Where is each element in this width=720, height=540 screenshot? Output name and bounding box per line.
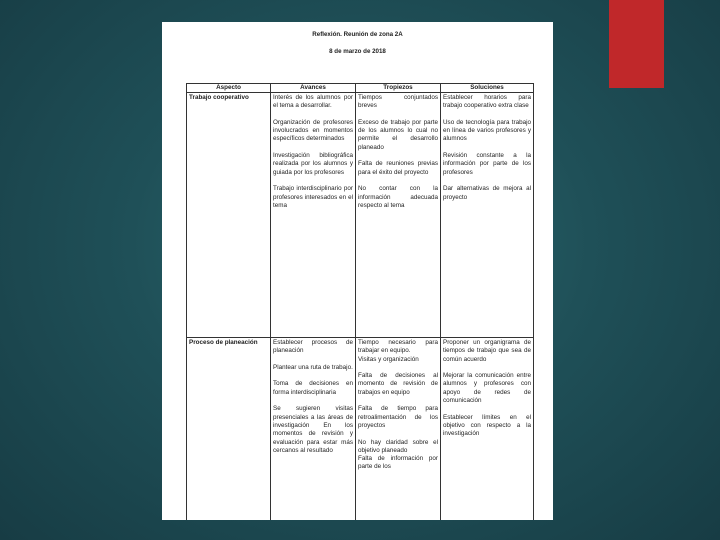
tropiezos-cell	[356, 338, 441, 521]
table-row	[187, 93, 534, 338]
cell-paragraph: Falta de decisiones al momento de revisión de trabajos en equipo	[358, 372, 438, 396]
cell-paragraph: Tiempos conjuntados breves	[358, 94, 438, 110]
cell-paragraph: Trabajo interdisciplinario por profesores interesados en el tema	[273, 185, 353, 209]
header-aspecto: Aspecto	[187, 84, 271, 93]
cell-paragraph: No contar con la información adecuada respecto al tema	[358, 185, 438, 209]
cell-paragraph: Se sugieren visitas presenciales a las áreas de investigación En los momentos de revisión y evaluación para estar más cercanos al resultado	[273, 405, 353, 454]
red-accent-bar	[609, 0, 664, 88]
cell-paragraph: Proponer un organigrama de tiempos de trabajo que sea de común acuerdo	[443, 339, 531, 363]
header-soluciones: Soluciones	[441, 84, 534, 93]
cell-paragraph: Organización de profesores involucrados en momentos específicos determinados	[273, 118, 353, 143]
avances-cell	[271, 338, 356, 521]
cell-paragraph: Investigación bibliográfica realizada por los alumnos y guiada por los profesores	[273, 152, 353, 176]
document-title: Reflexión. Reunión de zona 2A	[312, 31, 403, 38]
reflection-table	[186, 83, 534, 520]
cell-paragraph: Establecer procesos de planeación	[273, 339, 353, 355]
cell-paragraph: Revisión constante a la información por parte de los profesores	[443, 152, 531, 176]
table-header-row	[187, 84, 534, 93]
cell-paragraph: Plantear una ruta de trabajo.	[273, 363, 353, 371]
cell-paragraph: Falta de reuniones previas para el éxito del proyecto	[358, 160, 438, 176]
avances-cell	[271, 93, 356, 338]
cell-paragraph: Uso de tecnología para trabajo en línea de varios profesores y alumnos	[443, 118, 531, 143]
table-row	[187, 338, 534, 521]
aspect-cell: Proceso de planeación	[187, 338, 271, 521]
document-page	[162, 22, 553, 520]
cell-paragraph: Falta de tiempo para retroalimentación de los proyectos	[358, 405, 438, 429]
document-date: 8 de marzo de 2018	[329, 48, 386, 55]
cell-paragraph: No hay claridad sobre el objetivo planeado Falta de información por parte de los	[358, 438, 438, 471]
cell-paragraph: Dar alternativas de mejora al proyecto	[443, 185, 531, 201]
cell-paragraph: Exceso de trabajo por parte de los alumnos lo cual no permite el desarrollo planeado	[358, 118, 438, 151]
soluciones-cell	[441, 93, 534, 338]
cell-paragraph: Establecer límites en el objetivo con respecto a la investigación	[443, 413, 531, 438]
cell-paragraph: Interés de los alumnos por el tema a desarrollar.	[273, 94, 353, 110]
tropiezos-cell	[356, 93, 441, 338]
aspect-cell: Trabajo cooperativo	[187, 93, 271, 338]
cell-paragraph: Mejorar la comunicación entre alumnos y profesores con apoyo de redes de comunicación	[443, 372, 531, 405]
cell-paragraph: Toma de decisiones en forma interdisciplinaria	[273, 380, 353, 396]
cell-paragraph: Establecer horarios para trabajo cooperativo extra clase	[443, 94, 531, 110]
soluciones-cell	[441, 338, 534, 521]
header-tropiezos: Tropiezos	[356, 84, 441, 93]
cell-paragraph: Tiempo necesario para trabajar en equipo. Visitas y organización	[358, 339, 438, 363]
header-avances: Avances	[271, 84, 356, 93]
